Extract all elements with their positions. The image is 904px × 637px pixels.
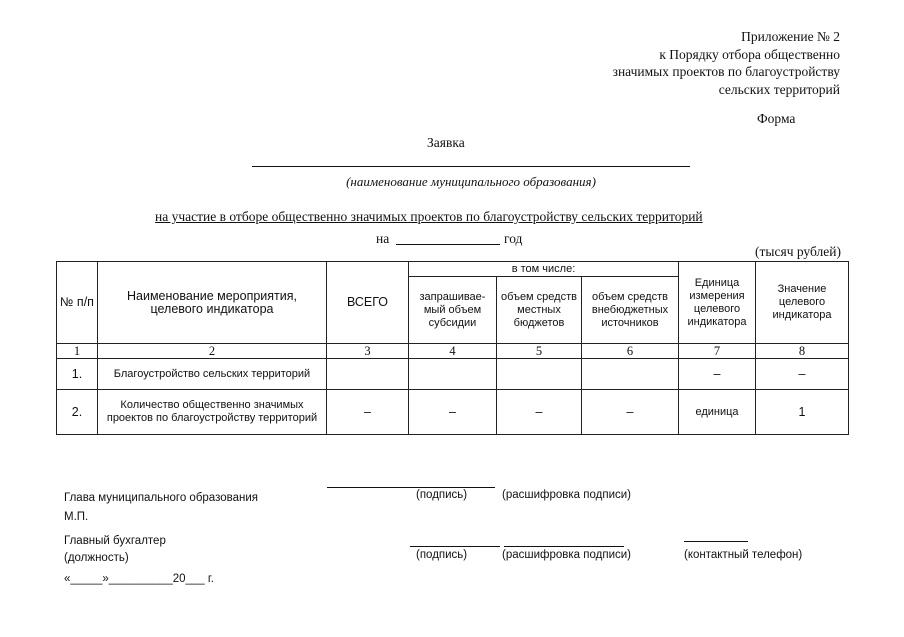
column-number: 2 [98,344,327,359]
row-num: 1. [57,359,98,390]
column-number: 5 [497,344,582,359]
purpose-line: на участие в отборе общественно значимых проектов по благоустройству сельских территорий [155,209,703,224]
row-name: Благоустройство сельских территорий [98,359,327,390]
municipality-caption: (наименование муниципального образования) [346,174,596,189]
row-subsidy: – [409,390,497,435]
row-local: – [497,390,582,435]
accountant-signature-line[interactable] [410,546,500,547]
accountant-title: Главный бухгалтер [64,535,166,547]
column-number-row [57,344,849,359]
header-extra: объем средств внебюджетных источников [582,277,679,344]
head-signature-line[interactable] [327,487,495,488]
row-value: 1 [756,390,849,435]
head-decoding-caption: (расшифровка подписи) [502,489,631,501]
row-unit: – [679,359,756,390]
column-number: 8 [756,344,849,359]
row-name: Количество общественно значимых проектов по благоустройству территорий [98,390,327,435]
header-subsidy: запрашивае-мый объем субсидии [409,277,497,344]
row-total[interactable] [327,359,409,390]
row-extra: – [582,390,679,435]
phone-caption: (контактный телефон) [684,549,803,561]
appendix-line: значимых проектов по благоустройству [612,64,840,79]
row-extra[interactable] [582,359,679,390]
stamp-label: М.П. [64,511,89,523]
accountant-decoding-caption: (расшифровка подписи) [502,549,631,561]
header-num: № п/п [57,262,98,344]
header-value: Значение целевого индикатора [756,262,849,344]
row-unit: единица [679,390,756,435]
units-label: (тысяч рублей) [755,244,841,259]
header-total: ВСЕГО [327,262,409,344]
municipality-name-field[interactable] [252,166,690,167]
header-name: Наименование мероприятия, целевого индикатора [98,262,327,344]
year-prefix: на [376,231,390,246]
appendix-line: к Порядку отбора общественно [659,46,840,62]
document-title: Заявка [427,135,465,150]
header-local: объем средств местных бюджетов [497,277,582,344]
column-number: 3 [327,344,409,359]
row-subsidy[interactable] [409,359,497,390]
row-value: – [756,359,849,390]
header-group: в том числе: [409,262,679,277]
column-number: 1 [57,344,98,359]
column-number: 4 [409,344,497,359]
row-local[interactable] [497,359,582,390]
table-row [57,390,849,435]
header-unit: Единица измерения целевого индикатора [679,262,756,344]
position-caption: (должность) [64,552,129,564]
table-row [57,359,849,390]
head-signature-caption: (подпись) [416,489,468,501]
appendix-reference [613,28,840,98]
phone-line[interactable] [684,541,748,542]
year-suffix: год [504,231,523,246]
column-number: 7 [679,344,756,359]
head-title: Глава муниципального образования [64,492,258,504]
date-field[interactable]: «_____»__________20___ г. [64,573,214,585]
row-total: – [327,390,409,435]
appendix-line: сельских территорий [718,81,840,97]
column-number: 6 [582,344,679,359]
accountant-decoding-line[interactable] [504,546,624,547]
application-table [56,261,849,435]
form-label: Форма [757,111,796,126]
row-num: 2. [57,390,98,435]
year-field[interactable] [396,244,500,245]
appendix-line: Приложение № 2 [741,29,840,44]
accountant-signature-caption: (подпись) [416,549,468,561]
